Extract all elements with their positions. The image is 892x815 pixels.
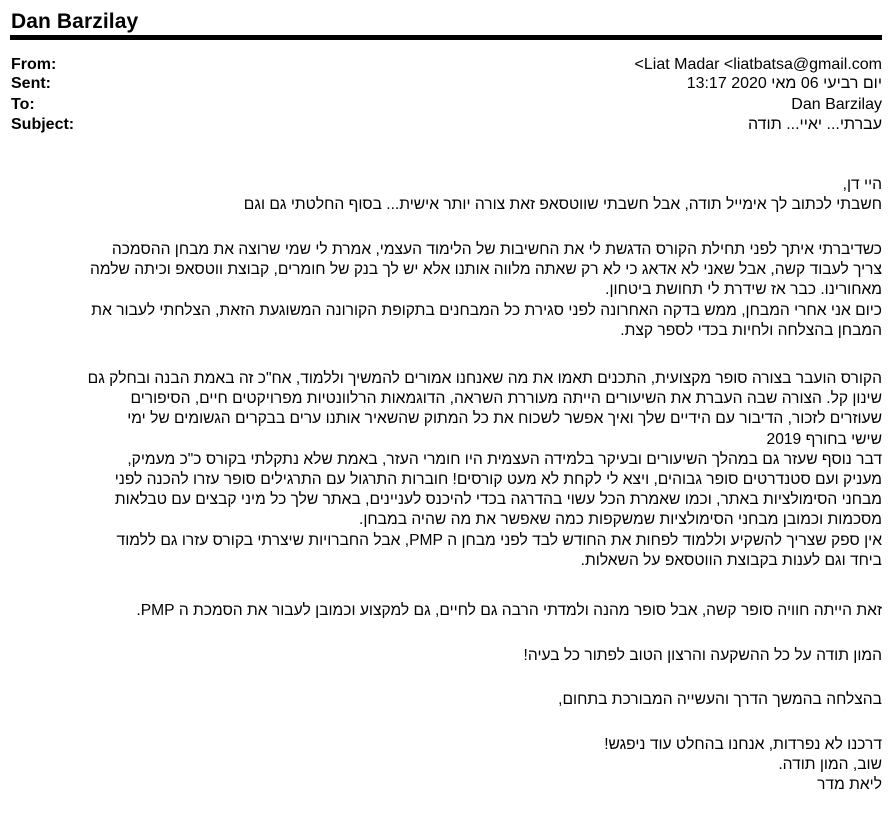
greeting-line: היי דן, [842, 176, 882, 193]
paragraph-line: שעוזרים לזכור, הדיבור עם הידיים שלך ואיך אפשר לשכוח את כל המתוק שהשאיר אותנו ערים בבקרים הגשומים של ימי [127, 410, 882, 428]
from-label: From: [11, 56, 57, 73]
greeting-line: חשבתי לכתוב לך אימייל תודה, אבל חשבתי שווטסאפ זאת צורה יותר אישית... בסוף החלטתי גם וגם [243, 196, 882, 214]
paragraph-course-intro [10, 240, 882, 341]
closing-signature [10, 735, 882, 796]
paragraph-course-review [10, 369, 882, 571]
sent-value: יום רביעי 06 מאי 2020 13:17 [686, 75, 882, 92]
paragraph-line: צריך לעבוד קשה, אבל שאני לא אדאג כי לא רק שאתה מלווה אותנו אלא יש לך בנק של חומרים, קבוצת ווטסאפ וכיתה שלמה [89, 261, 882, 279]
paragraph-line: דבר נוסף שעזר גם במהלך השיעורים ובעיקר בלמידה העצמית היו חומרי העזר, באמת שלא נתקלתי בקורס כ"כ מעמיק, [127, 450, 882, 468]
greeting-block [10, 175, 882, 215]
paragraph-line: אין ספק שצריך להשקיע וללמוד לפחות את החודש לבד לפני מבחן ה PMP, אבל החברויות שיצרתי בקורס עזרו גם ללמוד [116, 531, 882, 549]
paragraph-line: המבחן בהצלחה ולחיות בכדי לספר קצת. [620, 321, 882, 339]
subject-value: עברתי... יאיי... תודה [748, 116, 882, 133]
closing-line: דרכנו לא נפרדות, אנחנו בהחלט עוד ניפגש! [604, 736, 882, 753]
paragraph-wishes [10, 690, 882, 710]
paragraph-line: שינון קל. הצורה שבה העברת את השיעורים הייתה מעוררת השראה, הדוגמאות הרלוונטיות מפרויקטים חיים, הסיפורים [130, 390, 882, 408]
paragraph-line: מבחני הסימולציות באתר, וכמו שאמרת הכל עשוי בהדרגה בכדי להיכנס לעניינים, באתר שלך כל מיני קבצים עם טבלאות [114, 491, 882, 509]
signature-name: ליאת מדר [817, 776, 882, 794]
paragraph-line: מסכמות וכמובן מבחני הסימולציות שמשקפות כמה שאפשר את מה שהיה במבחן. [359, 511, 882, 529]
sent-label: Sent: [11, 75, 51, 92]
paragraph-line: מעניק ועם סטנדרטים סופר גבוהים, ויצא לי לקחת לא מעט קורסים! חוברות התרגול עם התרגילים סופר עזרו להכנה לפני [114, 471, 882, 489]
to-value: Dan Barzilay [791, 96, 882, 113]
from-value: <Liat Madar <liatbatsa@gmail.com [634, 56, 882, 73]
subject-label: Subject: [11, 116, 75, 133]
paragraph-line: כיום אני אחרי המבחן, ממש בדקה האחרונה לפני סגירת כל המבחנים בתקופת הקורונה המשוגעת הזאת, הצלחתי לעבור את [91, 301, 882, 319]
paragraph-line: מאחורינו. כבר אז שידרת לי תחושת ביטחון. [605, 281, 882, 299]
paragraph-line: המון תודה על כל ההשקעה והרצון הטוב לפתור כל בעיה! [523, 647, 882, 664]
paragraph-thanks [10, 646, 882, 666]
paragraph-line: בהצלחה בהמשך הדרך והעשייה המבורכת בתחום, [558, 691, 882, 708]
page-title: Dan Barzilay [11, 10, 139, 33]
title-divider [10, 35, 882, 40]
closing-line: שוב, המון תודה. [778, 756, 882, 774]
paragraph-line: כשדיברתי איתך לפני תחילת הקורס הדגשת לי את החשיבות של הלימוד העצמי, אמרת לי שמי שרוצה את מבחן ההסמכה [111, 241, 882, 258]
paragraph-line: שישי בחורף 2019 [766, 430, 882, 448]
paragraph-line: ביחד וגם לענות בקבוצת הווטסאפ על השאלות. [580, 551, 882, 569]
paragraph-experience [10, 601, 882, 621]
paragraph-line: זאת הייתה חוויה סופר קשה, אבל סופר מהנה ולמדתי הרבה גם לחיים, גם למקצוע וכמובן לעבור את הסמכת ה PMP. [136, 602, 882, 619]
paragraph-line: הקורס הועבר בצורה סופר מקצועית, התכנים תאמו את מה שאנחנו אמורים להמשיך וללמוד, אח"כ זה באמת הבנה ובחלק גם [87, 370, 882, 387]
to-label: To: [11, 96, 35, 113]
